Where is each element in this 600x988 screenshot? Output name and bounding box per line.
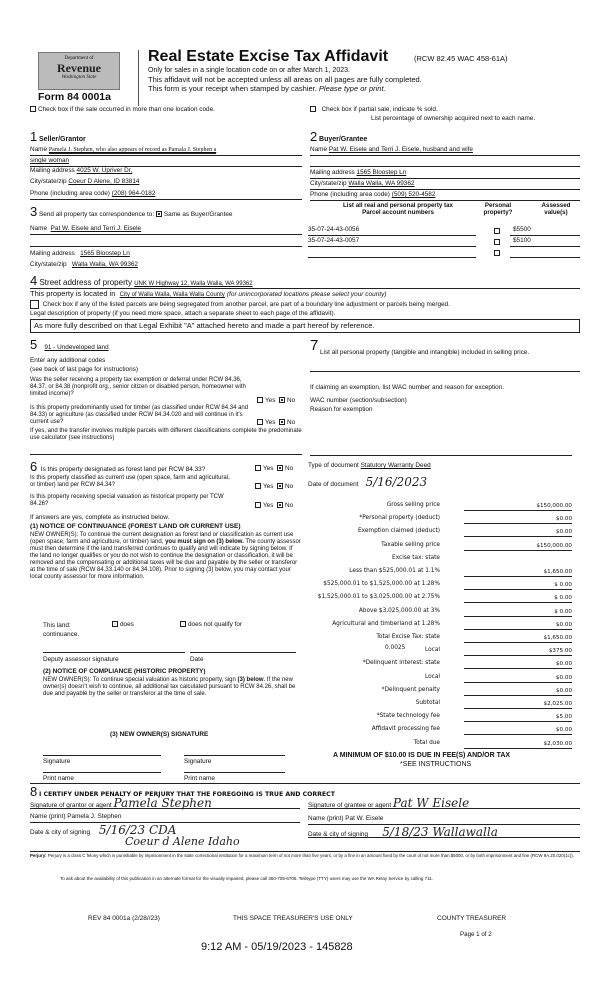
tax-row-label: $525,000.01 to $1,525,000.00 at 1.28% bbox=[323, 581, 440, 588]
no-checkbox[interactable] bbox=[279, 397, 285, 403]
page-number: Page 1 of 2 bbox=[460, 931, 492, 938]
tax-row-label: Exemption claimed (deduct) bbox=[357, 528, 440, 535]
grantor-city-field[interactable]: Coeur d Alene Idaho bbox=[125, 835, 240, 848]
field-label: This land: bbox=[43, 622, 71, 629]
yes-no-forest bbox=[255, 465, 293, 472]
field-line bbox=[30, 454, 302, 455]
section-divider bbox=[30, 851, 580, 852]
buyer-mailing-field[interactable]: 1565 Bloostep Ln bbox=[356, 169, 407, 176]
section-number: 4 bbox=[30, 273, 38, 288]
see-instructions: *SEE INSTRUCTIONS bbox=[400, 761, 472, 768]
treasurer-use-label: THIS SPACE TREASURER'S USE ONLY bbox=[233, 915, 353, 922]
perjury-text: Perjury is a class C felony which is punishable by imprisonment in the state correctional institution for a maximum term of not more than five years, or by a fine in an amount fixed by the court of not more than $5000, or by both imprisonment and fine (RCW 9A.20.020(1c)). bbox=[47, 853, 574, 858]
logo-line: Department of bbox=[64, 56, 94, 61]
tax-row-value[interactable]: $150,000.00 bbox=[464, 503, 572, 511]
receipt-stamp: 9:12 AM - 05/19/2023 - 145828 bbox=[201, 941, 353, 953]
form-number: Form 84 0001a bbox=[38, 91, 111, 103]
header-line: This form is your receipt when stamped by cashier. bbox=[148, 84, 317, 93]
tax-row bbox=[300, 658, 600, 670]
tax-row bbox=[300, 698, 600, 710]
tax-row-value[interactable]: $0.00 bbox=[464, 516, 572, 524]
question-text: Is this property receiving special valuation as historical property per TCW 84.26? bbox=[30, 494, 224, 508]
does-not-qualify-checkbox[interactable] bbox=[180, 621, 186, 627]
instruction-text: If answers are yes, complete as instructed below. bbox=[30, 514, 170, 521]
no-checkbox[interactable] bbox=[279, 419, 285, 425]
deputy-date[interactable]: Date bbox=[190, 652, 296, 663]
notice-text: NEW OWNER(S): To continue the current designation as forest land or classification as current use (open space, farm and agriculture, or timber) land, bbox=[30, 532, 294, 546]
header-line: Only for sales in a single location code on or after March 1, 2023. bbox=[148, 67, 350, 74]
yes-no-historic bbox=[255, 502, 293, 509]
land-use-code-field[interactable]: 91 - Undeveloped land bbox=[44, 344, 109, 351]
tax-row-label: Subtotal bbox=[415, 700, 440, 706]
tax-row-value[interactable]: $0.00 bbox=[464, 529, 572, 537]
tax-row bbox=[300, 579, 600, 591]
dor-logo bbox=[38, 52, 120, 90]
tax-row bbox=[300, 566, 600, 578]
street-address-field[interactable]: UNK W Highway 12, Walla Walla, WA 99362 bbox=[134, 281, 253, 287]
tax-row-label: Affidavit processing fee bbox=[371, 726, 440, 733]
field-label: Name (print) bbox=[30, 813, 66, 820]
no-label: No bbox=[285, 502, 294, 509]
no-label: No bbox=[285, 465, 294, 472]
notice-bold: (3) below bbox=[237, 677, 264, 683]
tax-row-label: Total Excise Tax: state bbox=[376, 634, 440, 640]
field-label: Mailing address bbox=[310, 169, 355, 176]
perjury-label: Perjury: bbox=[30, 853, 47, 858]
tax-row-label: *Delinquent interest: state bbox=[362, 660, 440, 667]
seller-phone-field[interactable]: (208) 964-0182 bbox=[111, 190, 156, 197]
tax-row-value[interactable]: $0.00 bbox=[464, 675, 572, 683]
buyer-name-field[interactable]: Pat W. Eisele and Terri J. Eisele, husband and wife bbox=[328, 146, 473, 153]
tax-row bbox=[300, 540, 600, 552]
tax-row-value[interactable]: $0.00 bbox=[464, 661, 572, 669]
tax-row-label: Local bbox=[424, 673, 440, 680]
multi-location-checkbox[interactable] bbox=[30, 106, 36, 112]
page-title: Real Estate Excise Tax Affidavit bbox=[148, 48, 389, 65]
checkbox-label: Same as Buyer/Grantee bbox=[163, 211, 233, 218]
new-owner-signature-1[interactable]: Signature bbox=[43, 755, 161, 765]
tax-row bbox=[300, 606, 600, 618]
tax-row-label: Local bbox=[424, 647, 440, 654]
seller-name-field[interactable]: Pamela J. Stephen, who also appears of record as Pamala J. Stephen a bbox=[48, 147, 217, 153]
parcel-number-field[interactable]: 35-07-24-43-0057 bbox=[308, 237, 476, 247]
partial-sale-checkbox[interactable] bbox=[310, 106, 316, 112]
field-label: Type of document bbox=[308, 462, 359, 469]
seller-city-field[interactable]: Coeur D Alene, ID 83814 bbox=[68, 178, 140, 185]
correspondence-city-field[interactable]: Walla Walla, WA 99362 bbox=[71, 261, 138, 268]
assessed-header: value(s) bbox=[544, 208, 568, 216]
logo-line: Washington State bbox=[61, 74, 97, 80]
accessibility-text: To ask about the availability of this publication in an alternate format for the visually impaired, please call 360-705-6705. Teletype (TTY) users may use the WA Relay Service by calling 711. bbox=[60, 876, 434, 881]
field-label: Phone (including area code) bbox=[30, 190, 110, 197]
no-label: No bbox=[287, 397, 296, 404]
deputy-assessor-signature[interactable]: Deputy assessor signature bbox=[43, 652, 185, 663]
field-line bbox=[310, 455, 572, 456]
citation: (RCW 82.45 WAC 458-61A) bbox=[414, 54, 508, 63]
checkbox-label: Check box if the sale occurred in more than one location code. bbox=[38, 106, 215, 113]
field-label: Phone (including area code) bbox=[310, 191, 390, 198]
tax-row bbox=[300, 553, 600, 565]
tax-row-label: Taxable selling price bbox=[381, 541, 440, 548]
logo-line: Revenue bbox=[57, 60, 101, 75]
buyer-city-field[interactable]: Walla Walla, WA 99362 bbox=[348, 180, 415, 187]
field-label: City/state/zip bbox=[30, 178, 67, 185]
section-divider bbox=[30, 783, 580, 784]
field-label: Enter any additional codes bbox=[30, 357, 106, 364]
local-rate: 0.0025 bbox=[385, 645, 406, 651]
field-label: (see back of last page for instructions) bbox=[30, 366, 138, 373]
field-line bbox=[310, 371, 580, 372]
document-date-field[interactable]: 5/16/2023 bbox=[365, 475, 428, 489]
minimum-notice: A MINIMUM OF $10.00 IS DUE IN FEE(S) AND/OR TAX bbox=[333, 752, 511, 759]
tax-row-value[interactable]: $2,030.00 bbox=[464, 741, 572, 749]
tax-row bbox=[300, 632, 600, 644]
correspondence-mailing-field[interactable]: 1565 Bloostep Ln bbox=[80, 250, 130, 257]
yes-label: Yes bbox=[263, 465, 274, 472]
does-qualify-checkbox[interactable] bbox=[112, 621, 118, 627]
tax-row bbox=[300, 619, 600, 631]
notice-text: . If the new owner(s) doesn't wish to continue, all additional tax calculated pursuant to RCW 84.26, shall be due and payable by the seller or transferor at the time of sale. bbox=[43, 677, 296, 698]
tax-row bbox=[300, 685, 600, 697]
parcel-number-field[interactable] bbox=[308, 248, 476, 258]
grantor-date-field[interactable]: 5/16/23 CDA bbox=[98, 823, 177, 837]
new-owner-print-name-2[interactable]: Print name bbox=[184, 772, 285, 782]
question-text: Is this property predominantly used for timber (as classified under RCW 84.34 and 84.33) or agriculture (as classified under RCW 84.34.020 and will continue in it's current use? bbox=[30, 405, 249, 426]
section-number: 2 bbox=[310, 129, 318, 144]
header-line-italic: Please type or print. bbox=[318, 84, 386, 93]
same-as-buyer-checkbox[interactable] bbox=[156, 211, 162, 217]
header-line: This affidavit will not be accepted unless all areas on all pages are fully completed. bbox=[148, 75, 422, 84]
notice-title: (1) NOTICE OF CONTINUANCE (FOREST LAND OR CURRENT USE) bbox=[30, 523, 241, 530]
grantor-name-field[interactable]: Pamela J. Stephen bbox=[67, 813, 122, 820]
field-label: Mailing address bbox=[30, 167, 75, 174]
assessed-value-field[interactable] bbox=[510, 248, 580, 258]
yes-checkbox[interactable] bbox=[257, 397, 263, 403]
tax-row-label: Gross selling price bbox=[386, 502, 440, 508]
field-label: Name bbox=[310, 146, 328, 153]
wac-number-field[interactable]: WAC number (section/subsection) bbox=[310, 397, 407, 404]
field-label: Legal description of property (if you need more space, attach a separate sheet to each page of the affidavit). bbox=[30, 310, 336, 317]
section-number: 7 bbox=[310, 337, 319, 354]
tax-row-value[interactable]: $0.00 bbox=[464, 727, 572, 735]
tax-row-label: Less than $525,000.01 at 1.1% bbox=[349, 568, 440, 574]
field-label: Signature of grantor or agent bbox=[30, 802, 112, 809]
tax-row-label: $1,525,000.01 to $3,025,000.00 at 2.75% bbox=[317, 594, 440, 601]
grantee-name-field[interactable]: Pat W. Eisele bbox=[345, 815, 384, 822]
header-divider bbox=[138, 50, 139, 106]
field-label: Name (print) bbox=[308, 815, 344, 822]
tax-row-value[interactable]: $0.00 bbox=[464, 622, 572, 630]
assessed-value-field[interactable]: $5100 bbox=[510, 237, 580, 247]
tax-row-label: *State technology fee bbox=[376, 713, 440, 720]
personal-property-checkbox[interactable] bbox=[494, 228, 500, 234]
seller-name-field-2[interactable]: single woman bbox=[30, 157, 70, 164]
certify-heading: I CERTIFY UNDER PENALTY OF PERJURY THAT THE FOREGOING IS TRUE AND CORRECT bbox=[39, 791, 335, 798]
checkbox-label: Check box if any of the listed parcels are being segregated from another parcel, are part of a boundary line adjustment or parcels being merged. bbox=[42, 301, 450, 309]
tax-row bbox=[300, 645, 600, 657]
reason-field[interactable]: Reason for exemption bbox=[310, 406, 373, 413]
grantor-signature[interactable]: Pamela Stephen bbox=[113, 796, 212, 810]
tax-row-value[interactable]: $150,000.00 bbox=[464, 543, 572, 551]
notice-text: The county assessor must then determine if the land transferred continues to qualify and will indicate by signing below. If the land no longer qualifies or you do not wish to continue the designation or classification, it will be removed and the compensating or additional taxes will be due and payable by the seller or transferor at the time of sale (RCW 84.33.140 or 84.34.108). Prior to signing (3) below, you may contact your local county assessor for more information. bbox=[30, 539, 301, 581]
field-label: Date & city of signing bbox=[308, 831, 369, 838]
field-line bbox=[30, 246, 302, 247]
field-label: Street address of property bbox=[39, 278, 132, 287]
notice-text: NEW OWNER(S): To continue special valuation as historic property, sign bbox=[43, 677, 236, 683]
tax-row-value[interactable]: $1,650.00 bbox=[464, 569, 572, 577]
personal-header: Personal bbox=[484, 202, 512, 209]
checkbox-label: List percentage of ownership acquired next to each name. bbox=[371, 115, 536, 122]
section-number: 1 bbox=[30, 129, 38, 144]
county-treasurer-label: COUNTY TREASURER bbox=[437, 915, 507, 922]
grantee-signature[interactable]: Pat W Eisele bbox=[392, 796, 470, 810]
seller-mailing-field[interactable]: 4025 W. Upriver Dr, bbox=[76, 167, 133, 174]
no-label: No bbox=[287, 419, 296, 426]
yes-label: Yes bbox=[263, 502, 274, 509]
field-label: If claiming an exemption, list WAC number and reason for exception. bbox=[310, 384, 505, 391]
question-text: Was the seller receiving a property tax exemption or deferral under RCW 84.36, 84.37, or 84.38 (nonprofit org., senior citizen or disabled person, homeowner with limited income)? bbox=[30, 377, 246, 398]
parcel-row bbox=[308, 248, 580, 259]
field-label: List all personal property (tangible and intangible) included in selling price. bbox=[320, 349, 530, 356]
checkbox-label: does not qualify for bbox=[188, 621, 242, 628]
section-heading: Seller/Grantor bbox=[39, 136, 86, 143]
question-text: Is this property classified as current use (open space, farm and agricultural, or timber) land per RCW 84.34? bbox=[30, 475, 230, 489]
tax-row-label: *Personal property (deduct) bbox=[359, 515, 440, 522]
section-number: 5 bbox=[30, 337, 38, 352]
notice-bold: you must sign on (3) below. bbox=[165, 539, 244, 546]
question-text: Is this property designated as forest land per RCW 84.33? bbox=[40, 466, 206, 473]
tax-row-label: Above $3,025,000.00 at 3% bbox=[358, 607, 440, 614]
tax-row-value[interactable]: $1,650.00 bbox=[464, 635, 572, 643]
tax-row bbox=[300, 724, 600, 736]
personal-header: property? bbox=[483, 208, 513, 216]
form-revision: REV 84 0001a (2/28//23) bbox=[88, 915, 160, 922]
tax-row-label: Excise tax: state bbox=[392, 554, 440, 561]
field-line bbox=[310, 166, 580, 167]
tax-row-value[interactable]: $0.00 bbox=[464, 688, 572, 696]
section-heading: Buyer/Grantee bbox=[319, 136, 368, 143]
tax-row bbox=[300, 738, 600, 750]
document-type-field[interactable]: Statutory Warranty Deed bbox=[360, 462, 431, 469]
tax-row-label: *Delinquent penalty bbox=[381, 686, 440, 693]
buyer-phone-field[interactable]: (509) 520-4582 bbox=[391, 191, 436, 198]
notice-title: (2) NOTICE OF COMPLIANCE (HISTORIC PROPERTY) bbox=[43, 668, 206, 675]
no-checkbox[interactable] bbox=[277, 483, 283, 489]
checkbox-label: Check box if partial sale, indicate % sold. bbox=[321, 106, 438, 113]
new-owner-print-name-1[interactable]: Print name bbox=[43, 772, 161, 782]
tax-row bbox=[300, 526, 600, 538]
field-label: This property is located in bbox=[30, 289, 116, 298]
yes-checkbox[interactable] bbox=[255, 502, 261, 508]
notice-title: (3) NEW OWNER(S) SIGNATURE bbox=[110, 731, 209, 738]
question-text: If yes, and the transfer involves multiple parcels with different classifications complete the predominate use calculator (see instructions) bbox=[30, 428, 302, 442]
tax-row bbox=[300, 500, 600, 512]
grantee-date-field[interactable]: 5/18/23 Wallawalla bbox=[382, 825, 498, 839]
field-label: Date & city of signing bbox=[30, 829, 91, 836]
tax-row-value[interactable]: $ 0.00 bbox=[464, 595, 572, 603]
tax-row bbox=[300, 592, 600, 604]
yes-checkbox[interactable] bbox=[257, 419, 263, 425]
field-label: continuance. bbox=[43, 631, 80, 638]
parcel-header: List all real and personal property tax bbox=[342, 202, 454, 209]
parcel-number-field[interactable]: 35-07-24-43-0056 bbox=[308, 226, 476, 236]
tax-row-value[interactable]: $ 0.00 bbox=[464, 582, 572, 590]
field-label: Name bbox=[30, 146, 48, 153]
no-checkbox[interactable] bbox=[277, 502, 283, 508]
no-checkbox[interactable] bbox=[277, 465, 283, 471]
tax-row-value[interactable]: $5.00 bbox=[464, 714, 572, 722]
tax-row-value[interactable]: $375.00 bbox=[464, 648, 572, 656]
parcel-header: Parcel account numbers bbox=[362, 208, 434, 216]
tax-row-label: Total due bbox=[413, 739, 440, 746]
field-label: City/state/zip bbox=[30, 261, 67, 268]
correspondence-name-field[interactable]: Pat W. Eisele and Terri J. Eisele bbox=[50, 225, 142, 232]
located-note: (for unincorporated locations please select your county) bbox=[226, 291, 387, 298]
tax-row-value[interactable]: $ 0.00 bbox=[464, 609, 572, 617]
tax-row-label: Agricultural and timberland at 1.28% bbox=[332, 620, 440, 627]
section-number: 6 bbox=[30, 459, 38, 474]
field-label: Name bbox=[30, 225, 48, 232]
yes-no-q1 bbox=[257, 397, 295, 404]
tax-row bbox=[300, 672, 600, 684]
located-in-field[interactable]: City of Walla Walla, Walla Walla County bbox=[119, 292, 225, 298]
field-label: Signature of grantee or agent bbox=[308, 802, 392, 809]
personal-property-checkbox[interactable] bbox=[494, 239, 500, 245]
assessed-header: Assessed bbox=[541, 202, 571, 209]
section-number: 8 bbox=[30, 784, 38, 799]
tax-row bbox=[300, 711, 600, 723]
new-owner-signature-2[interactable]: Signature bbox=[184, 755, 285, 765]
yes-label: Yes bbox=[265, 419, 276, 426]
no-label: No bbox=[285, 483, 294, 490]
parcel-row bbox=[308, 226, 580, 237]
section-number: 3 bbox=[30, 204, 38, 219]
yes-label: Yes bbox=[265, 397, 276, 404]
field-label: Mailing address bbox=[30, 250, 75, 257]
legal-description-field[interactable]: As more fully described on that Legal Exhibit "A" attached hereto and made a part hereof by reference. bbox=[30, 319, 580, 333]
yes-checkbox[interactable] bbox=[255, 465, 261, 471]
tax-row-value[interactable]: $2,025.00 bbox=[464, 701, 572, 709]
personal-property-checkbox[interactable] bbox=[494, 250, 500, 256]
field-label: Send all property tax correspondence to: bbox=[39, 211, 155, 218]
yes-checkbox[interactable] bbox=[255, 483, 261, 489]
field-label: City/state/zip bbox=[310, 180, 347, 187]
assessed-value-field[interactable]: $5500 bbox=[510, 226, 580, 236]
yes-no-q2 bbox=[257, 419, 295, 426]
yes-no-current-use bbox=[255, 483, 293, 490]
parcel-row bbox=[308, 237, 580, 248]
field-label: Date of document bbox=[308, 481, 359, 488]
yes-label: Yes bbox=[263, 483, 274, 490]
tax-row bbox=[300, 513, 600, 525]
segregated-checkbox[interactable] bbox=[30, 300, 39, 309]
checkbox-label: does bbox=[120, 621, 134, 628]
